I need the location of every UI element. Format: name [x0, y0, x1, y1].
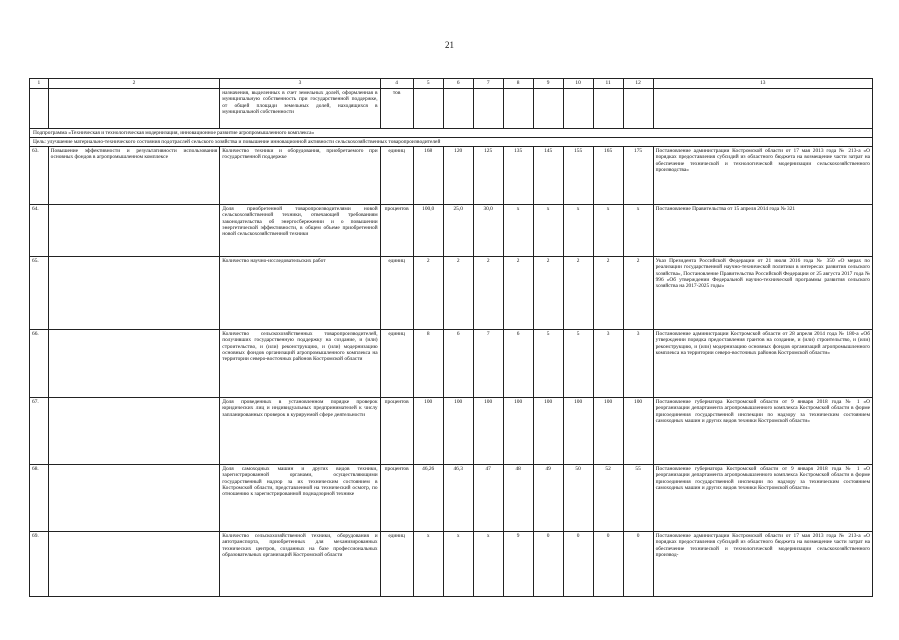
value-cell: 5 [563, 330, 593, 398]
column-number: 10 [563, 79, 593, 89]
unit-cell: единиц [380, 532, 413, 597]
value-cell: 135 [503, 147, 533, 205]
column-number: 5 [413, 79, 443, 89]
indicator-cell: Доля проведенных в установленном порядке проверок юридических лиц и индивидуальных предпринимателей к числу запланированных проверок в курируемой сфере деятельности [220, 398, 380, 465]
value-cell: 2 [503, 257, 533, 330]
value-cell: 47 [473, 465, 503, 532]
value-cell: 5 [533, 330, 563, 398]
table-row [30, 147, 873, 205]
table-row [30, 257, 873, 330]
value-cell: 100 [503, 398, 533, 465]
value-cell: х [563, 205, 593, 257]
value-cell: 100 [533, 398, 563, 465]
row-number-cell: 65. [30, 257, 49, 330]
goal-title: Цель: улучшение материально-технического состояния подотраслей сельского хозяйства и повышение инновационной активности сельскохозяйственных товаропроизводителей [30, 138, 873, 147]
value-cell: 52 [593, 465, 623, 532]
table-row [30, 205, 873, 257]
value-cell: 25,0 [443, 205, 473, 257]
value-cell: 0 [563, 532, 593, 597]
value-cell: х [533, 205, 563, 257]
value-cell: 0 [623, 532, 653, 597]
indicator-cell: Количество сельскохозяйственных товаропроизводителей, получивших государственную поддержку на создание, и (или) строительство, и (или) реконструкцию, и (или) модернизацию основных фондов организаций агропромышленного комплекса на территории северо-восточных районов Костромской области [220, 330, 380, 398]
indicator-cell: назначения, выделенных в счет земельных долей, оформленная в муниципальную собственность при государственной поддержке, от общей площади земельных долей, находящихся в муниципальной собственности [220, 89, 380, 129]
value-cell: 2 [533, 257, 563, 330]
column-number: 9 [533, 79, 563, 89]
page-number: 21 [445, 40, 454, 50]
value-cell: 8 [413, 330, 443, 398]
unit-cell: процентов [380, 205, 413, 257]
value-cell: 0 [593, 532, 623, 597]
value-cell: 100 [443, 398, 473, 465]
indicator-cell: Доля приобретенной товаропроизводителями новой сельскохозяйственной техники, отвечающей требованиям законодательства об энергосбережении и о повышении энергетической эффективности, в общем объеме приобретенной новой сельскохозяйственной техники [220, 205, 380, 257]
value-cell: 168 [413, 147, 443, 205]
column-number: 2 [48, 79, 220, 89]
indicator-cell: Доля самоходных машин и других видов техники, зарегистрированной органами, осуществляющими государственный надзор за их техническим состоянием в Костромской области, представленной на технический осмотр, по отношению к зарегистрированной поднадзорной технике [220, 465, 380, 532]
value-cell: 125 [473, 147, 503, 205]
document-cell: Постановление губернатора Костромской области от 9 января 2018 года № 1 «О реорганизации департамента агропромышленного комплекса Костромской области в форме присоединения государственной инспекции по надзору за техническим состоянием самоходных машин и других видов техники Костромской области» [653, 398, 872, 465]
value-cell: х [443, 532, 473, 597]
row-number-cell: 68. [30, 465, 49, 532]
indicator-cell: Количество техники и оборудования, приобретаемого при государственной поддержке [220, 147, 380, 205]
value-cell: 145 [533, 147, 563, 205]
column-number-row [30, 79, 873, 89]
value-cell: 30,0 [473, 205, 503, 257]
value-cell: х [473, 532, 503, 597]
table-row [30, 330, 873, 398]
table-row [30, 532, 873, 597]
value-cell: 2 [623, 257, 653, 330]
value-cell: 100 [593, 398, 623, 465]
value-cell: 100 [623, 398, 653, 465]
indicator-cell: Количество сельскохозяйственной техники, оборудования и автотранспорта, приобретенных для механизированных технических центров, созданных на базе профессиональных образовательных организаций Костромской области [220, 532, 380, 597]
document-cell: Указ Президента Российской Федерации от 21 июля 2016 года № 350 «О мерах по реализации государственной научно-технической политики в интересах развития сельского хозяйства», Постановление Правительства Российской Федерации от 25 августа 2017 года № 996 «Об утверждении Федеральной научно-технической программы развития сельского хозяйства на 2017-2025 годы» [653, 257, 872, 330]
task-cell [48, 205, 220, 257]
task-cell: Повышение эффективности и результативности использования основных фондов в агропромышленном комплексе [48, 147, 220, 205]
subprogram-row [30, 129, 873, 138]
row-number-cell: 64. [30, 205, 49, 257]
subprogram-title: Подпрограмма «Техническая и технологическая модернизация, инновационное развитие агропромышленного комплекса» [30, 129, 873, 138]
indicator-cell: Количество научно-исследовательских работ [220, 257, 380, 330]
value-cell: 2 [563, 257, 593, 330]
column-number: 11 [593, 79, 623, 89]
unit-cell: процентов [380, 398, 413, 465]
value-cell: 50 [563, 465, 593, 532]
task-cell [48, 465, 220, 532]
value-cell: 9 [503, 532, 533, 597]
row-number-cell: 63. [30, 147, 49, 205]
column-number: 1 [30, 79, 49, 89]
value-cell: х [623, 205, 653, 257]
row-number-cell: 66. [30, 330, 49, 398]
column-number: 7 [473, 79, 503, 89]
unit-cell: единиц [380, 147, 413, 205]
value-cell: 100 [413, 398, 443, 465]
indicators-table [29, 78, 873, 597]
task-cell [48, 532, 220, 597]
document-cell: Постановление администрации Костромской области от 17 мая 2013 года № 213-а «О порядках предоставления субсидий из областного бюджета на возмещение части затрат на обеспечение технической и технологической модернизации сельскохозяйственного производ- [653, 532, 872, 597]
column-number: 12 [623, 79, 653, 89]
value-cell: 6 [503, 330, 533, 398]
value-cell: 2 [413, 257, 443, 330]
value-cell: 49 [533, 465, 563, 532]
value-cell: 120 [443, 147, 473, 205]
task-cell [48, 257, 220, 330]
column-number: 6 [443, 79, 473, 89]
goal-row [30, 138, 873, 147]
value-cell: 2 [443, 257, 473, 330]
value-cell: 48 [503, 465, 533, 532]
value-cell: 175 [623, 147, 653, 205]
value-cell: 100,0 [413, 205, 443, 257]
unit-cell: единиц [380, 330, 413, 398]
value-cell: 155 [563, 147, 593, 205]
value-cell: 0 [533, 532, 563, 597]
document-cell: Постановление Правительства от 15 апреля 2014 года № 321 [653, 205, 872, 257]
value-cell: 100 [563, 398, 593, 465]
value-cell: 3 [623, 330, 653, 398]
value-cell: 7 [473, 330, 503, 398]
value-cell: 3 [593, 330, 623, 398]
table-row [30, 398, 873, 465]
document-cell: Постановление администрации Костромской области от 28 апреля 2014 года № 180-а «Об утверждении порядка предоставления грантов на создание, и (или) строительство, и (или) реконструкцию, и (или) модернизацию основных фондов организаций агропромышленного комплекса на территории северо-восточных районов Костромской области» [653, 330, 872, 398]
unit-cell: тов [380, 89, 413, 129]
value-cell: 100 [473, 398, 503, 465]
value-cell: х [503, 205, 533, 257]
row-number-cell: 69. [30, 532, 49, 597]
value-cell: 2 [593, 257, 623, 330]
unit-cell: процентов [380, 465, 413, 532]
unit-cell: единиц [380, 257, 413, 330]
value-cell: х [413, 532, 443, 597]
row-number-cell: 67. [30, 398, 49, 465]
value-cell: х [593, 205, 623, 257]
table-row [30, 465, 873, 532]
value-cell: 6 [443, 330, 473, 398]
value-cell: 2 [473, 257, 503, 330]
task-cell [48, 398, 220, 465]
column-number: 3 [220, 79, 380, 89]
value-cell: 46,3 [443, 465, 473, 532]
column-number: 8 [503, 79, 533, 89]
value-cell: 165 [593, 147, 623, 205]
document-cell: Постановление губернатора Костромской области от 9 января 2018 года № 1 «О реорганизации департамента агропромышленного комплекса Костромской области в форме присоединения государственной инспекции по надзору за техническим состоянием самоходных машин и других видов техники Костромской области» [653, 465, 872, 532]
value-cell: 46,26 [413, 465, 443, 532]
column-number: 13 [653, 79, 872, 89]
document-cell: Постановление администрации Костромской области от 17 мая 2013 года № 213-а «О порядках предоставления субсидий из областного бюджета на возмещение части затрат на обеспечение технической и технологической модернизации сельскохозяйственного производства» [653, 147, 872, 205]
value-cell: 55 [623, 465, 653, 532]
column-number: 4 [380, 79, 413, 89]
task-cell [48, 330, 220, 398]
continued-row [30, 89, 873, 129]
